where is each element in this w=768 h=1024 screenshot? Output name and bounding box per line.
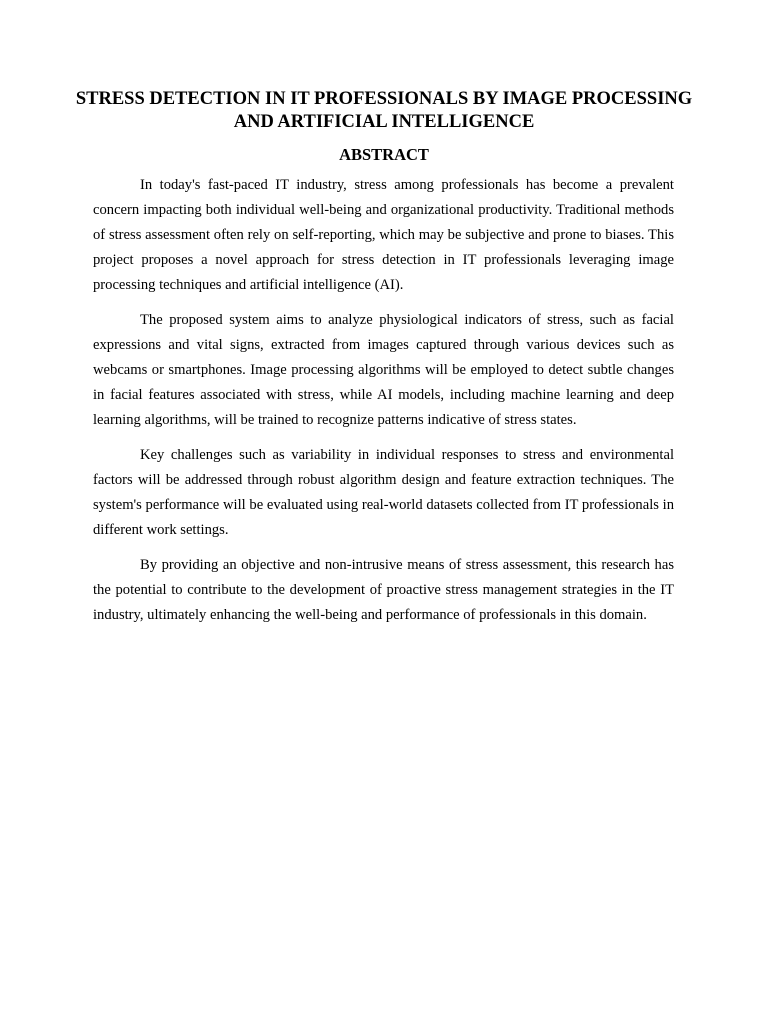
abstract-paragraph-3: Key challenges such as variability in individual responses to stress and environmental factors will be addressed through robust algorithm design and feature extraction techniques. The system's performance will be evaluated using real-world datasets collected from IT professionals in different work settings. — [93, 447, 674, 538]
abstract-paragraph-2: The proposed system aims to analyze physiological indicators of stress, such as facial expressions and vital signs, extracted from images captured through various devices such as webcams or smartphones. Image processing algorithms will be employed to detect subtle changes in facial features associated with stress, while AI models, including machine learning and deep learning algorithms, will be trained to recognize patterns indicative of stress states. — [93, 312, 674, 428]
abstract-paragraph-4: By providing an objective and non-intrusive means of stress assessment, this research has the potential to contribute to the development of proactive stress management strategies in the IT industry, ultimately enhancing the well-being and performance of professionals in this domain. — [93, 557, 674, 623]
abstract-paragraph-1: In today's fast-paced IT industry, stress among professionals has become a prevalent concern impacting both individual well-being and organizational productivity. Traditional methods of stress assessment often rely on self-reporting, which may be subjective and prone to biases. This project proposes a novel approach for stress detection in IT professionals leveraging image processing techniques and artificial intelligence (AI). — [93, 177, 674, 293]
abstract-body — [93, 173, 674, 638]
document-title: STRESS DETECTION IN IT PROFESSIONALS BY IMAGE PROCESSING AND ARTIFICIAL INTELLIGENCE — [75, 89, 693, 132]
abstract-heading: ABSTRACT — [339, 145, 429, 164]
